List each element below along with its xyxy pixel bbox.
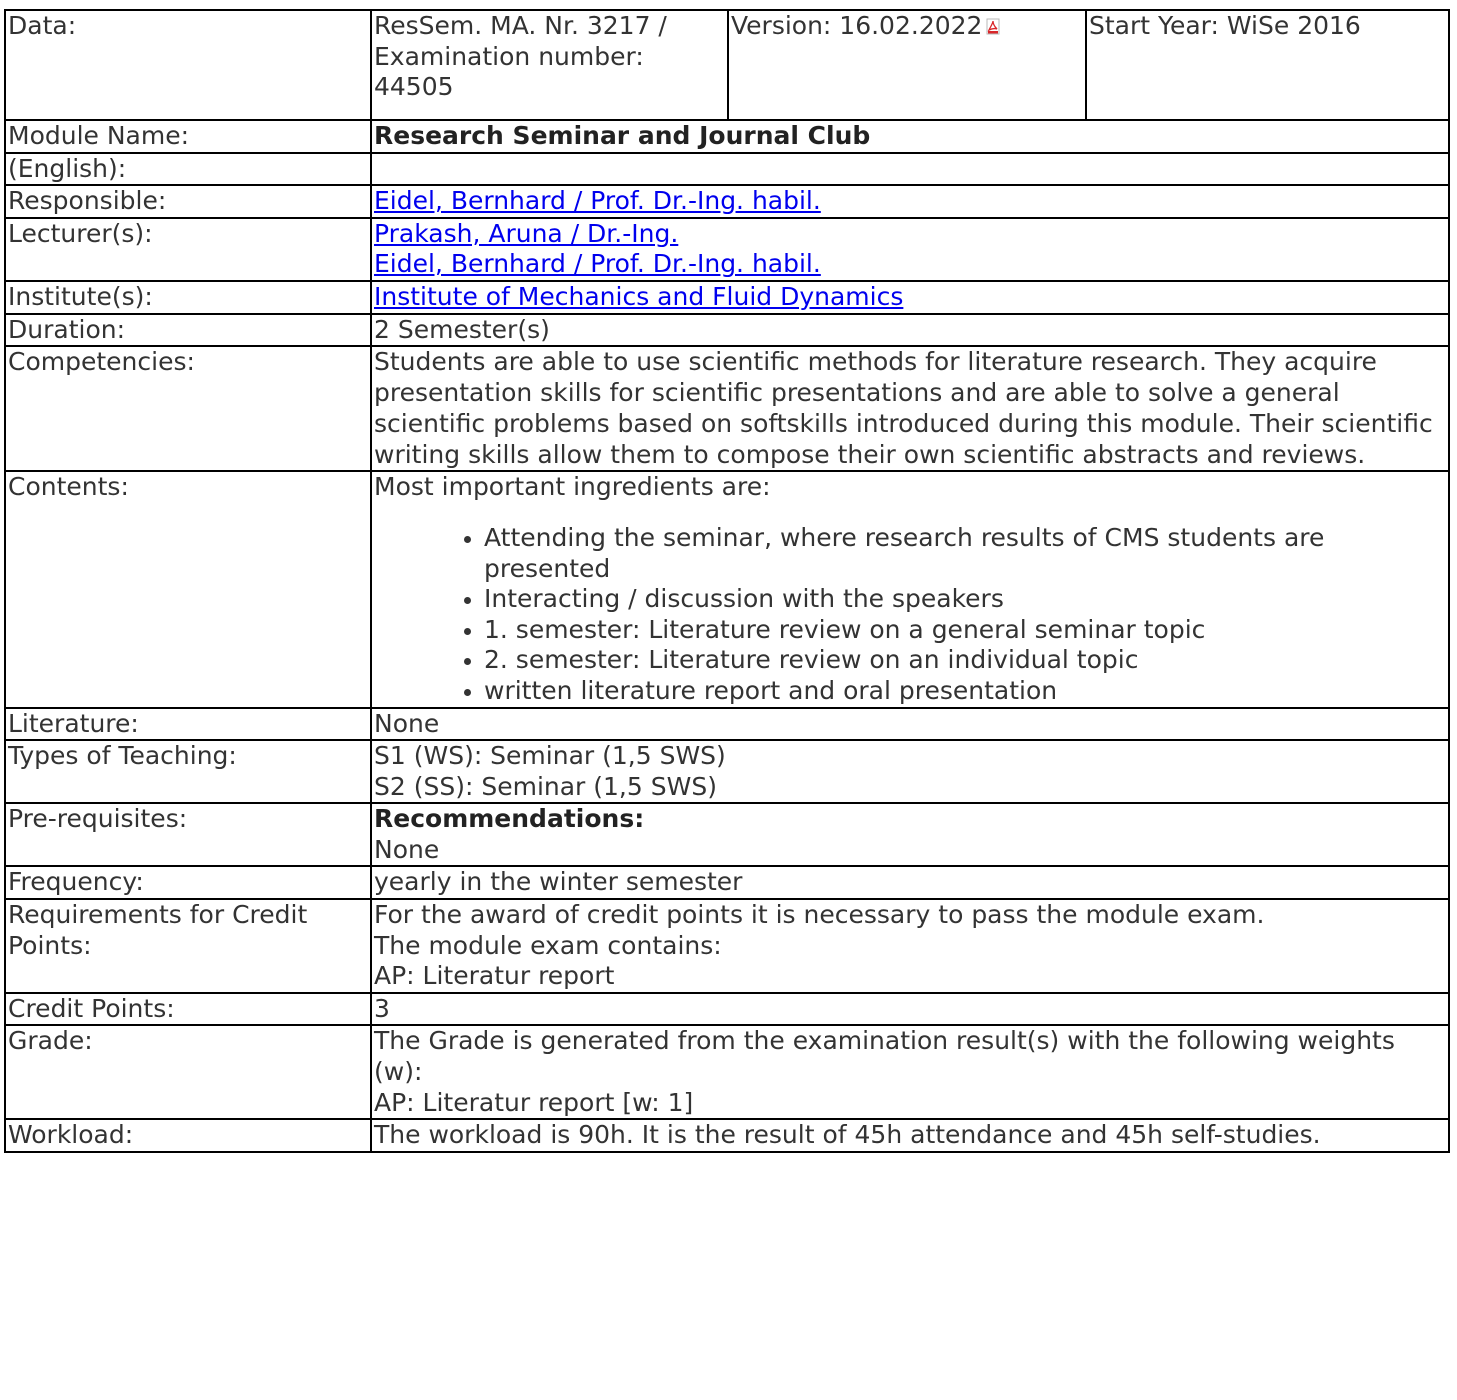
start-year: Start Year: WiSe 2016 (1089, 11, 1361, 40)
english-label: (English): (5, 153, 371, 186)
teaching-label: Types of Teaching: (5, 740, 371, 803)
row-grade (5, 1025, 1449, 1119)
requirements-line: The module exam contains: (374, 930, 722, 960)
requirements-line: AP: Literatur report (374, 961, 615, 991)
list-item: Interacting / discussion with the speakers (484, 584, 1446, 615)
institutes-value (371, 281, 1449, 314)
row-contents (5, 471, 1449, 707)
row-teaching (5, 740, 1449, 803)
version-text: Version: 16.02.2022 (731, 11, 983, 40)
frequency-label: Frequency: (5, 866, 371, 899)
row-lecturers (5, 218, 1449, 281)
data-values (371, 10, 1449, 120)
module-name-text: Research Seminar and Journal Club (374, 121, 871, 150)
prereq-text: None (374, 834, 440, 864)
contents-intro: Most important ingredients are: (374, 472, 771, 502)
workload-label: Workload: (5, 1119, 371, 1152)
row-workload (5, 1119, 1449, 1152)
lecturer-link[interactable]: Prakash, Aruna / Dr.-Ing. (374, 218, 679, 248)
row-frequency (5, 866, 1449, 899)
requirements-line: For the award of credit points it is necessary to pass the module exam. (374, 900, 1265, 930)
row-requirements (5, 899, 1449, 993)
english-value (371, 153, 1449, 186)
literature-label: Literature: (5, 708, 371, 741)
version-cell (728, 11, 1086, 119)
institutes-label: Institute(s): (5, 281, 371, 314)
contents-value (371, 471, 1449, 707)
module-table (4, 9, 1450, 1153)
duration-value: 2 Semester(s) (371, 314, 1449, 347)
row-responsible (5, 185, 1449, 218)
teaching-line: S2 (SS): Seminar (1,5 SWS) (374, 771, 717, 801)
list-item: 2. semester: Literature review on an individual topic (484, 645, 1446, 676)
row-institutes (5, 281, 1449, 314)
row-duration (5, 314, 1449, 347)
teaching-value (371, 740, 1449, 803)
lecturers-value (371, 218, 1449, 281)
credit-points-value: 3 (371, 993, 1449, 1026)
row-data (5, 10, 1449, 120)
prereq-value (371, 803, 1449, 866)
data-subtable (372, 11, 1448, 119)
row-prereq (5, 803, 1449, 866)
prereq-label: Pre-requisites: (5, 803, 371, 866)
institute-link[interactable]: Institute of Mechanics and Fluid Dynamics (374, 281, 904, 311)
data-label: Data: (5, 10, 371, 120)
contents-label: Contents: (5, 471, 371, 707)
row-competencies (5, 346, 1449, 471)
lecturer-link[interactable]: Eidel, Bernhard / Prof. Dr.-Ing. habil. (374, 249, 821, 279)
row-module-name (5, 120, 1449, 153)
competencies-value: Students are able to use scientific methods for literature research. They acquire presentation skills for scientific presentations and are able to solve a general scientific problems based on softskills introduced during this module. Their scientific writing skills allow them to compose their own scientific abstracts and reviews. (371, 346, 1449, 471)
row-english (5, 153, 1449, 186)
responsible-value (371, 185, 1449, 218)
contents-list (374, 523, 1446, 707)
responsible-label: Responsible: (5, 185, 371, 218)
list-item: Attending the seminar, where research results of CMS students are presented (484, 523, 1446, 584)
grade-line: AP: Literatur report [w: 1] (374, 1087, 694, 1117)
teaching-line: S1 (WS): Seminar (1,5 SWS) (374, 741, 726, 771)
row-credit-points (5, 993, 1449, 1026)
grade-label: Grade: (5, 1025, 371, 1119)
responsible-link[interactable]: Eidel, Bernhard / Prof. Dr.-Ing. habil. (374, 186, 821, 216)
module-code: ResSem. MA. Nr. 3217 / Examination number: 44505 (372, 11, 728, 119)
pdf-icon[interactable] (986, 18, 1000, 35)
list-item: 1. semester: Literature review on a general seminar topic (484, 615, 1446, 646)
requirements-value (371, 899, 1449, 993)
lecturers-label: Lecturer(s): (5, 218, 371, 281)
module-name-label: Module Name: (5, 120, 371, 153)
workload-value: The workload is 90h. It is the result of 45h attendance and 45h self-studies. (371, 1119, 1449, 1152)
duration-label: Duration: (5, 314, 371, 347)
grade-value (371, 1025, 1449, 1119)
grade-line: The Grade is generated from the examination result(s) with the following weights (w): (374, 1026, 1395, 1087)
module-name-value (371, 120, 1449, 153)
competencies-label: Competencies: (5, 346, 371, 471)
row-literature (5, 708, 1449, 741)
frequency-value: yearly in the winter semester (371, 866, 1449, 899)
credit-points-label: Credit Points: (5, 993, 371, 1026)
requirements-label: Requirements for Credit Points: (5, 899, 371, 993)
literature-value: None (371, 708, 1449, 741)
prereq-heading: Recommendations: (374, 804, 645, 834)
list-item: written literature report and oral presentation (484, 676, 1446, 707)
